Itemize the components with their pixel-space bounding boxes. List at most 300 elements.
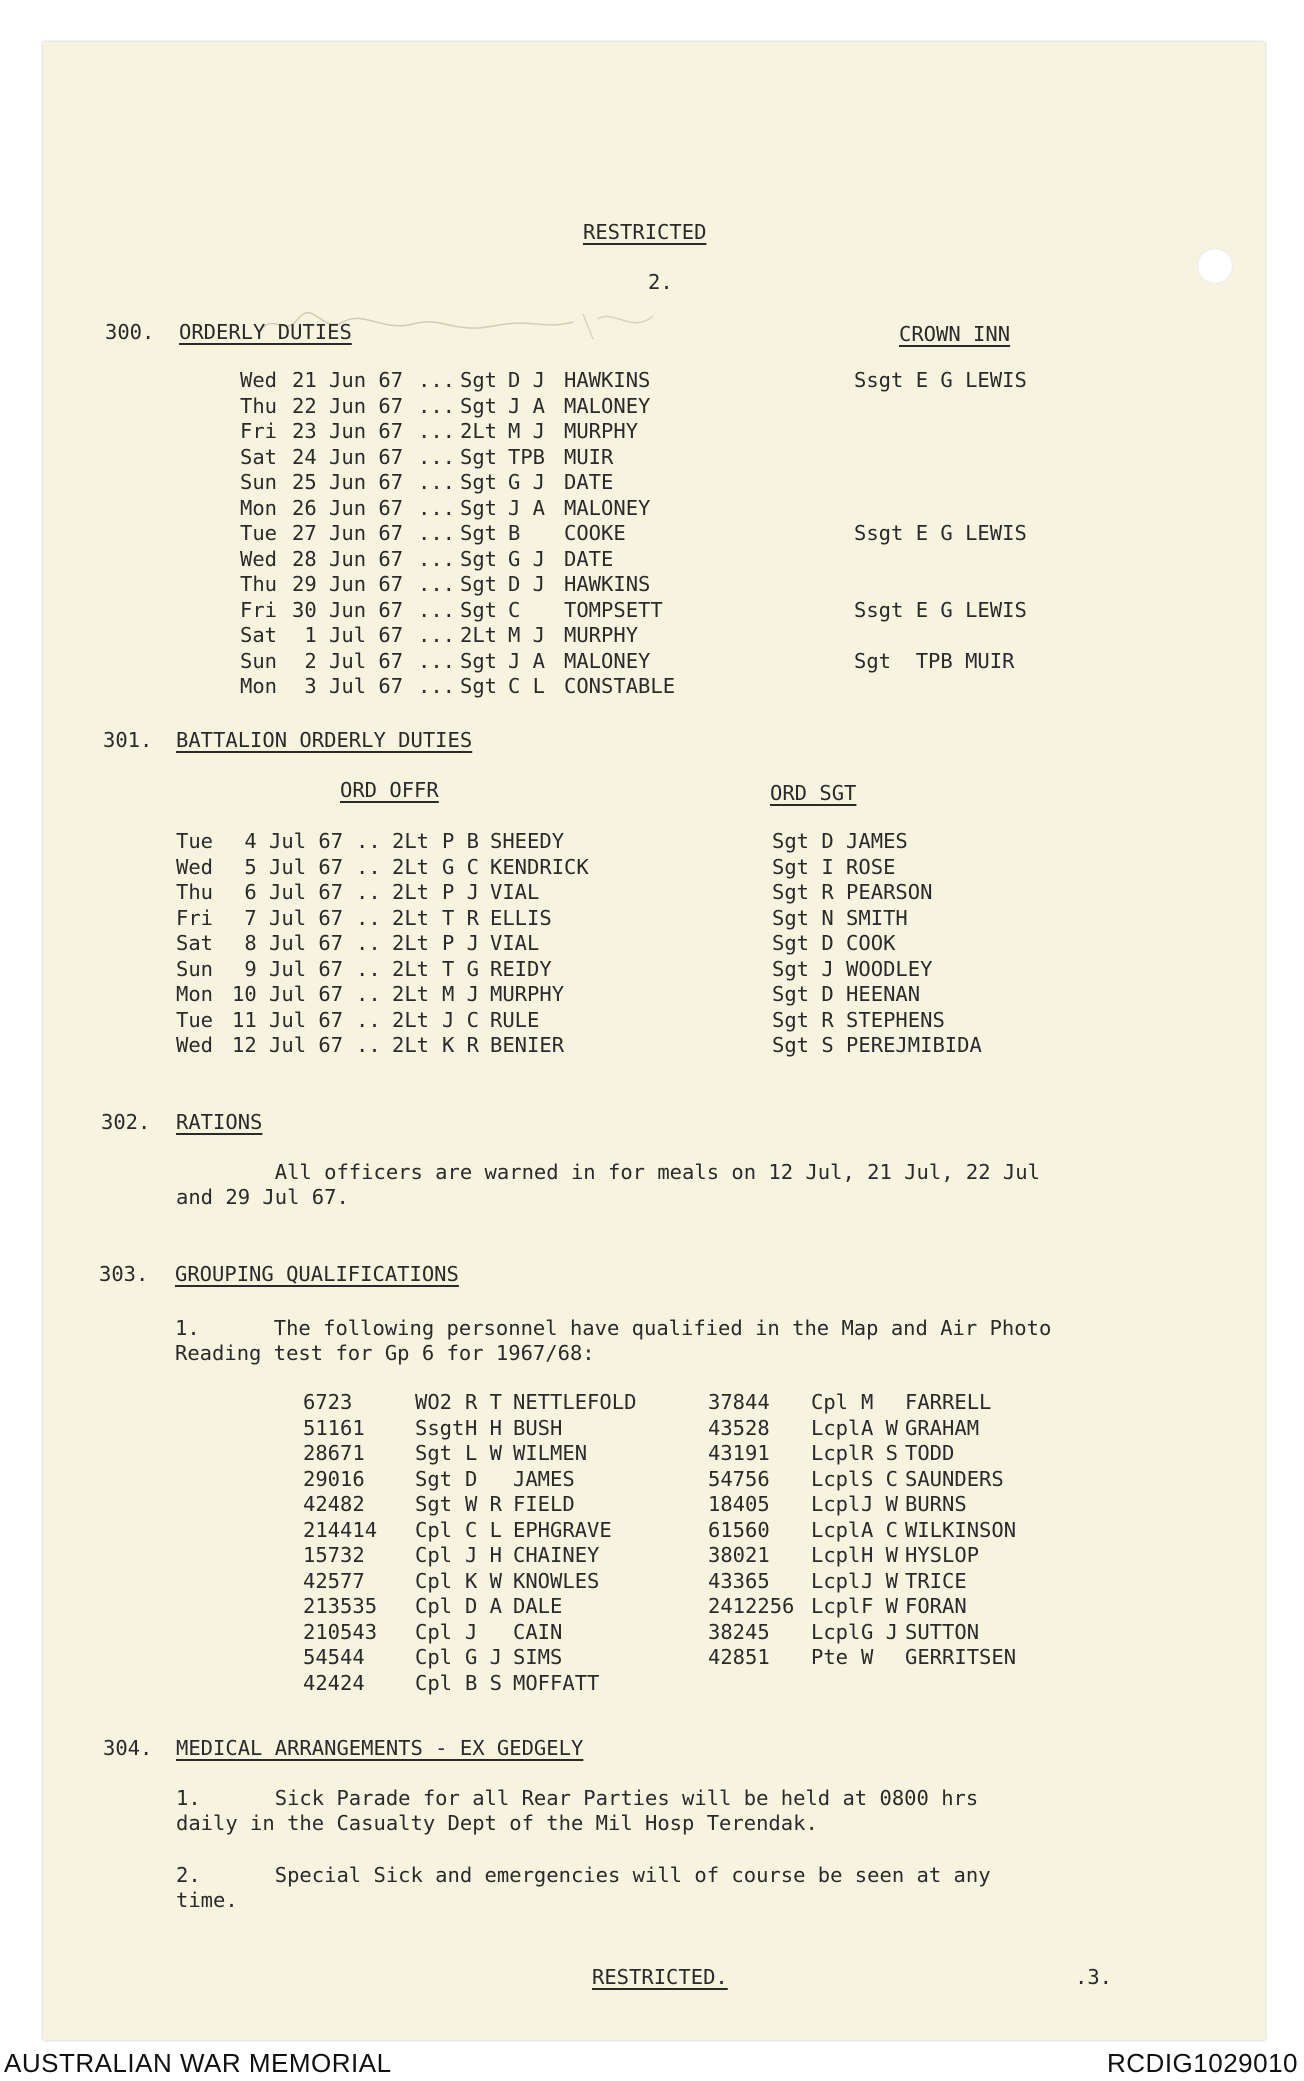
surname: SAUNDERS (905, 1466, 1004, 1491)
table-row (240, 419, 1054, 445)
rank: Lcpl (811, 1415, 861, 1440)
duty-date: 6 Jul 67 (232, 880, 344, 904)
surname: GERRITSEN (905, 1645, 1017, 1669)
duty-rank: 2Lt (392, 880, 430, 904)
service-number: 2412256 (708, 1594, 795, 1618)
duty-rank: Sgt (460, 470, 498, 494)
duty-day: Mon (176, 982, 214, 1006)
list-item (303, 1441, 683, 1467)
service-number: 214414 (303, 1517, 378, 1542)
list-item (303, 1518, 683, 1544)
duty-name: DATE (564, 546, 614, 571)
service-number: 43191 (708, 1441, 770, 1465)
duty-date: 2 Jul 67 (292, 648, 404, 673)
duty-rank: Sgt (460, 368, 498, 392)
duty-initials: J A (508, 648, 546, 673)
list-item (708, 1620, 1075, 1646)
initials: F W (861, 1594, 899, 1618)
initials: L W (465, 1441, 503, 1465)
surname: SIMS (513, 1645, 563, 1669)
service-number: 38021 (708, 1543, 770, 1567)
initials: W (861, 1645, 874, 1669)
rank: Ssgt (415, 1415, 465, 1440)
table-row (176, 982, 1032, 1008)
duty-day: Thu (240, 393, 278, 418)
service-number: 54544 (303, 1645, 365, 1669)
duty-day: Sun (240, 470, 278, 494)
medical-p1-line-1: 1. Sick Parade for all Rear Parties will be held at 0800 hrs (176, 1786, 979, 1810)
table-row (240, 649, 1054, 675)
duty-rank: 2Lt (460, 419, 498, 443)
duty-day: Fri (176, 905, 214, 930)
duty-initials: B (508, 521, 521, 545)
archive-footer-left: AUSTRALIAN WAR MEMORIAL (4, 2048, 392, 2078)
duty-name: MALONEY (564, 495, 651, 520)
rank: WO2 (415, 1390, 453, 1414)
surname: SUTTON (905, 1619, 980, 1644)
duty-rank: Sgt (460, 521, 498, 545)
duty-name: MALONEY (564, 393, 651, 418)
document-page (43, 42, 1265, 2040)
duty-separator: ... (418, 597, 456, 622)
initials: J W (861, 1492, 899, 1516)
list-item (303, 1543, 683, 1569)
initials: J (465, 1619, 478, 1644)
ord-offr-heading: ORD OFFR (340, 778, 439, 802)
service-number: 28671 (303, 1441, 365, 1465)
duty-separator: ... (418, 546, 456, 571)
duty-rank: Sgt (460, 393, 498, 418)
service-number: 42424 (303, 1670, 365, 1695)
rank: Sgt (415, 1441, 453, 1465)
duty-day: Sat (240, 623, 278, 647)
surname: KNOWLES (513, 1568, 600, 1593)
duty-name: MURPHY (564, 419, 639, 443)
ord-offr-name: KENDRICK (490, 854, 589, 879)
rank: Lcpl (811, 1594, 861, 1618)
duty-separator: ... (418, 368, 456, 392)
duty-separator: .. (356, 905, 381, 930)
duty-initials: G J (508, 470, 546, 494)
initials: A C (861, 1517, 899, 1542)
orderly-duties-table (240, 368, 1054, 700)
list-item (303, 1620, 683, 1646)
duty-separator: ... (418, 444, 456, 469)
duty-name: DATE (564, 470, 614, 494)
list-item (708, 1467, 1075, 1493)
list-item (708, 1492, 1075, 1518)
surname: WILMEN (513, 1441, 588, 1465)
list-item (303, 1467, 683, 1493)
duty-rank: Sgt (460, 674, 498, 698)
ord-offr-name: ELLIS (490, 905, 552, 930)
table-row (240, 521, 1054, 547)
table-row (240, 547, 1054, 573)
initials: G J (465, 1645, 503, 1669)
duty-date: 3 Jul 67 (292, 674, 404, 698)
duty-rank: 2Lt (392, 1007, 430, 1032)
qualified-list-left (303, 1390, 683, 1696)
rank: Sgt (415, 1466, 453, 1491)
initials: D (465, 1466, 478, 1491)
ord-sgt-name: Sgt D COOK (772, 931, 896, 955)
ord-sgt-name: Sgt D HEENAN (772, 982, 921, 1006)
duty-rank: Sgt (460, 572, 498, 596)
table-row (240, 674, 1054, 700)
list-item (303, 1492, 683, 1518)
surname: FIELD (513, 1492, 575, 1516)
table-row (240, 623, 1054, 649)
service-number: 18405 (708, 1492, 770, 1516)
table-row (240, 470, 1054, 496)
rank: Lcpl (811, 1568, 861, 1593)
duty-separator: ... (418, 393, 456, 418)
rank: Cpl (415, 1645, 453, 1669)
table-row (176, 1033, 1032, 1059)
duty-day: Wed (176, 854, 214, 879)
duty-day: Sat (176, 931, 214, 955)
duty-initials: D J (508, 368, 546, 392)
duty-day: Tue (176, 1007, 214, 1032)
duty-initials: J A (508, 495, 546, 520)
medical-p2-line-1: 2. Special Sick and emergencies will of course be seen at any (176, 1863, 991, 1887)
medical-paragraph-2 (176, 1863, 991, 1913)
section-303-number: 303. (99, 1262, 149, 1286)
list-item (708, 1645, 1075, 1671)
surname: CHAINEY (513, 1543, 600, 1567)
service-number: 54756 (708, 1466, 770, 1491)
section-304-title: MEDICAL ARRANGEMENTS - EX GEDGELY (176, 1736, 584, 1760)
duty-date: 11 Jul 67 (232, 1007, 344, 1032)
initials: M (861, 1390, 874, 1414)
list-item (708, 1543, 1075, 1569)
duty-day: Tue (240, 521, 278, 545)
grouping-paragraph (175, 1316, 1051, 1366)
duty-separator: ... (418, 495, 456, 520)
duty-rank: Sgt (460, 597, 498, 622)
service-number: 42482 (303, 1492, 365, 1516)
surname: MOFFATT (513, 1670, 600, 1695)
table-row (176, 829, 1032, 855)
duty-initials: M J (508, 419, 546, 443)
duty-separator: ... (418, 419, 456, 443)
duty-date: 9 Jul 67 (232, 956, 344, 981)
duty-rank: 2Lt (392, 931, 430, 955)
table-row (176, 855, 1032, 881)
duty-day: Fri (240, 419, 278, 443)
list-item (303, 1569, 683, 1595)
ord-sgt-name: Sgt R PEARSON (772, 880, 933, 904)
rank: Lcpl (811, 1492, 861, 1516)
duty-initials: G J (508, 546, 546, 571)
duty-separator: ... (418, 572, 456, 596)
duty-initials: T R (442, 905, 480, 930)
duty-rank: 2Lt (460, 623, 498, 647)
duty-date: 21 Jun 67 (292, 368, 404, 392)
duty-initials: C L (508, 674, 546, 698)
duty-rank: Sgt (460, 444, 498, 469)
punch-hole (1197, 248, 1233, 284)
initials: C L (465, 1517, 503, 1542)
service-number: 37844 (708, 1390, 770, 1414)
rank: Lcpl (811, 1543, 861, 1567)
duty-initials: P B (442, 829, 480, 853)
section-302-title: RATIONS (176, 1110, 263, 1134)
list-item (708, 1594, 1075, 1620)
surname: BUSH (513, 1415, 563, 1440)
surname: FARRELL (905, 1390, 992, 1414)
table-row (240, 445, 1054, 471)
duty-separator: ... (418, 623, 456, 647)
surname: NETTLEFOLD (513, 1390, 637, 1414)
duty-day: Thu (240, 572, 278, 596)
duty-day: Tue (176, 829, 214, 853)
section-304-number: 304. (103, 1736, 153, 1760)
initials: R T (465, 1390, 503, 1414)
duty-separator: ... (418, 470, 456, 494)
section-300-title: ORDERLY DUTIES (179, 320, 352, 344)
rations-line-2: and 29 Jul 67. (176, 1185, 349, 1209)
header-classification: RESTRICTED (583, 220, 707, 244)
surname: BURNS (905, 1492, 967, 1516)
list-item (303, 1671, 683, 1697)
duty-separator: .. (356, 1033, 381, 1057)
crown-inn-heading: CROWN INN (899, 322, 1011, 346)
duty-separator: .. (356, 931, 381, 955)
duty-date: 30 Jun 67 (292, 597, 404, 622)
duty-initials: K R (442, 1033, 480, 1057)
service-number: 29016 (303, 1466, 365, 1491)
ord-offr-name: RULE (490, 1007, 540, 1032)
initials: S C (861, 1466, 899, 1491)
duty-day: Fri (240, 597, 278, 622)
duty-initials: T G (442, 956, 480, 981)
initials: W R (465, 1492, 503, 1516)
duty-day: Wed (240, 368, 278, 392)
surname: JAMES (513, 1466, 575, 1491)
duty-date: 29 Jun 67 (292, 572, 404, 596)
duty-initials: J C (442, 1007, 480, 1032)
crown-inn-duty: Ssgt E G LEWIS (854, 597, 1027, 622)
table-row (240, 394, 1054, 420)
surname: TRICE (905, 1568, 967, 1593)
duty-date: 8 Jul 67 (232, 931, 344, 955)
duty-name: TOMPSETT (564, 597, 663, 622)
table-row (176, 906, 1032, 932)
medical-p1-line-2: daily in the Casualty Dept of the Mil Hosp Terendak. (176, 1811, 818, 1835)
surname: GRAHAM (905, 1415, 980, 1440)
rank: Lcpl (811, 1466, 861, 1491)
service-number: 15732 (303, 1543, 365, 1567)
rank: Cpl (811, 1390, 849, 1414)
medical-paragraph-1 (176, 1786, 978, 1836)
surname: TODD (905, 1441, 955, 1465)
list-item (303, 1594, 683, 1620)
crown-inn-duty: Ssgt E G LEWIS (854, 368, 1027, 392)
rations-line-1: All officers are warned in for meals on 12 Jul, 21 Jul, 22 Jul (176, 1160, 1040, 1184)
duty-separator: ... (418, 674, 456, 698)
duty-rank: Sgt (460, 546, 498, 571)
service-number: 38245 (708, 1619, 770, 1644)
table-row (176, 957, 1032, 983)
ord-sgt-name: Sgt N SMITH (772, 905, 908, 930)
grouping-line-2: Reading test for Gp 6 for 1967/68: (175, 1341, 595, 1365)
table-row (176, 1008, 1032, 1034)
duty-day: Sun (240, 648, 278, 673)
ord-sgt-name: Sgt S PEREJMIBIDA (772, 1033, 982, 1057)
table-row (240, 496, 1054, 522)
surname: HYSLOP (905, 1543, 980, 1567)
rank: Lcpl (811, 1619, 861, 1644)
footer-classification: RESTRICTED. (592, 1965, 728, 1989)
initials: A W (861, 1415, 899, 1440)
duty-name: HAWKINS (564, 572, 651, 596)
initials: B S (465, 1670, 503, 1695)
list-item (708, 1518, 1075, 1544)
table-row (176, 931, 1032, 957)
grouping-line-1: 1. The following personnel have qualified in the Map and Air Photo (175, 1316, 1052, 1340)
crown-inn-duty: Sgt TPB MUIR (854, 648, 1015, 673)
rations-text (176, 1160, 1040, 1210)
duty-day: Wed (240, 546, 278, 571)
duty-initials: C (508, 597, 521, 622)
ord-offr-name: VIAL (490, 880, 540, 904)
archive-footer-right: RCDIG1029010 (1107, 2048, 1298, 2078)
ord-sgt-name: Sgt I ROSE (772, 854, 896, 879)
duty-rank: Sgt (460, 495, 498, 520)
duty-date: 10 Jul 67 (232, 982, 344, 1006)
table-row (240, 368, 1054, 394)
battalion-orderly-table (176, 829, 1032, 1059)
duty-name: MURPHY (564, 623, 639, 647)
duty-date: 5 Jul 67 (232, 854, 344, 879)
duty-date: 27 Jun 67 (292, 521, 404, 545)
duty-rank: 2Lt (392, 829, 430, 853)
duty-date: 26 Jun 67 (292, 495, 404, 520)
duty-separator: .. (356, 880, 381, 904)
duty-date: 24 Jun 67 (292, 444, 404, 469)
list-item (708, 1569, 1075, 1595)
qualified-list-right (708, 1390, 1075, 1671)
duty-day: Mon (240, 674, 278, 698)
list-item (708, 1390, 1075, 1416)
rank: Cpl (415, 1517, 453, 1542)
duty-initials: M J (442, 982, 480, 1006)
list-item (303, 1390, 683, 1416)
rank: Sgt (415, 1492, 453, 1516)
duty-date: 23 Jun 67 (292, 419, 404, 443)
duty-rank: 2Lt (392, 854, 430, 879)
duty-date: 12 Jul 67 (232, 1033, 344, 1057)
initials: J H (465, 1543, 503, 1567)
duty-separator: .. (356, 854, 381, 879)
duty-separator: ... (418, 648, 456, 673)
service-number: 43528 (708, 1415, 770, 1440)
rank: Cpl (415, 1594, 453, 1618)
ord-sgt-name: Sgt J WOODLEY (772, 956, 933, 981)
list-item (708, 1416, 1075, 1442)
service-number: 61560 (708, 1517, 770, 1542)
duty-initials: TPB (508, 444, 546, 469)
next-page-marker: .3. (1075, 1965, 1113, 1989)
ord-offr-name: BENIER (490, 1033, 565, 1057)
rank: Cpl (415, 1619, 453, 1644)
table-row (176, 880, 1032, 906)
rank: Lcpl (811, 1441, 861, 1465)
duty-date: 28 Jun 67 (292, 546, 404, 571)
duty-date: 25 Jun 67 (292, 470, 404, 494)
section-302-number: 302. (101, 1110, 151, 1134)
duty-initials: P J (442, 880, 480, 904)
service-number: 6723 (303, 1390, 353, 1414)
duty-day: Thu (176, 880, 214, 904)
duty-day: Sun (176, 956, 214, 981)
duty-separator: .. (356, 982, 381, 1006)
initials: G J (861, 1619, 899, 1644)
ord-offr-name: SHEEDY (490, 829, 565, 853)
surname: CAIN (513, 1619, 563, 1644)
service-number: 51161 (303, 1415, 365, 1440)
rank: Pte (811, 1645, 849, 1669)
duty-separator: .. (356, 1007, 381, 1032)
table-row (240, 598, 1054, 624)
service-number: 213535 (303, 1594, 378, 1618)
ord-offr-name: REIDY (490, 956, 552, 981)
duty-initials: M J (508, 623, 546, 647)
surname: WILKINSON (905, 1517, 1017, 1542)
duty-name: HAWKINS (564, 368, 651, 392)
table-row (240, 572, 1054, 598)
ord-sgt-name: Sgt D JAMES (772, 829, 908, 853)
rank: Cpl (415, 1568, 453, 1593)
duty-day: Wed (176, 1033, 214, 1057)
rank: Lcpl (811, 1517, 861, 1542)
list-item (708, 1441, 1075, 1467)
duty-separator: .. (356, 956, 381, 981)
duty-initials: G C (442, 854, 480, 879)
surname: FORAN (905, 1594, 967, 1618)
rank: Cpl (415, 1543, 453, 1567)
duty-rank: 2Lt (392, 905, 430, 930)
duty-date: 1 Jul 67 (292, 623, 404, 647)
list-item (303, 1416, 683, 1442)
service-number: 210543 (303, 1619, 378, 1644)
service-number: 42851 (708, 1645, 770, 1669)
duty-name: CONSTABLE (564, 674, 676, 698)
rank: Cpl (415, 1670, 453, 1695)
initials: R S (861, 1441, 899, 1465)
service-number: 42577 (303, 1568, 365, 1593)
duty-name: MUIR (564, 444, 614, 469)
duty-separator: .. (356, 829, 381, 853)
initials: H W (861, 1543, 899, 1567)
page-number: 2. (648, 270, 673, 294)
duty-rank: 2Lt (392, 1033, 430, 1057)
duty-name: MALONEY (564, 648, 651, 673)
ord-sgt-heading: ORD SGT (770, 781, 857, 805)
list-item (303, 1645, 683, 1671)
section-301-title: BATTALION ORDERLY DUTIES (176, 728, 473, 752)
duty-rank: 2Lt (392, 982, 430, 1006)
duty-date: 4 Jul 67 (232, 829, 344, 853)
initials: H H (465, 1415, 503, 1440)
section-300-number: 300. (105, 320, 155, 344)
duty-day: Sat (240, 444, 278, 469)
duty-name: COOKE (564, 521, 626, 545)
duty-day: Mon (240, 495, 278, 520)
service-number: 43365 (708, 1568, 770, 1593)
duty-separator: ... (418, 521, 456, 545)
